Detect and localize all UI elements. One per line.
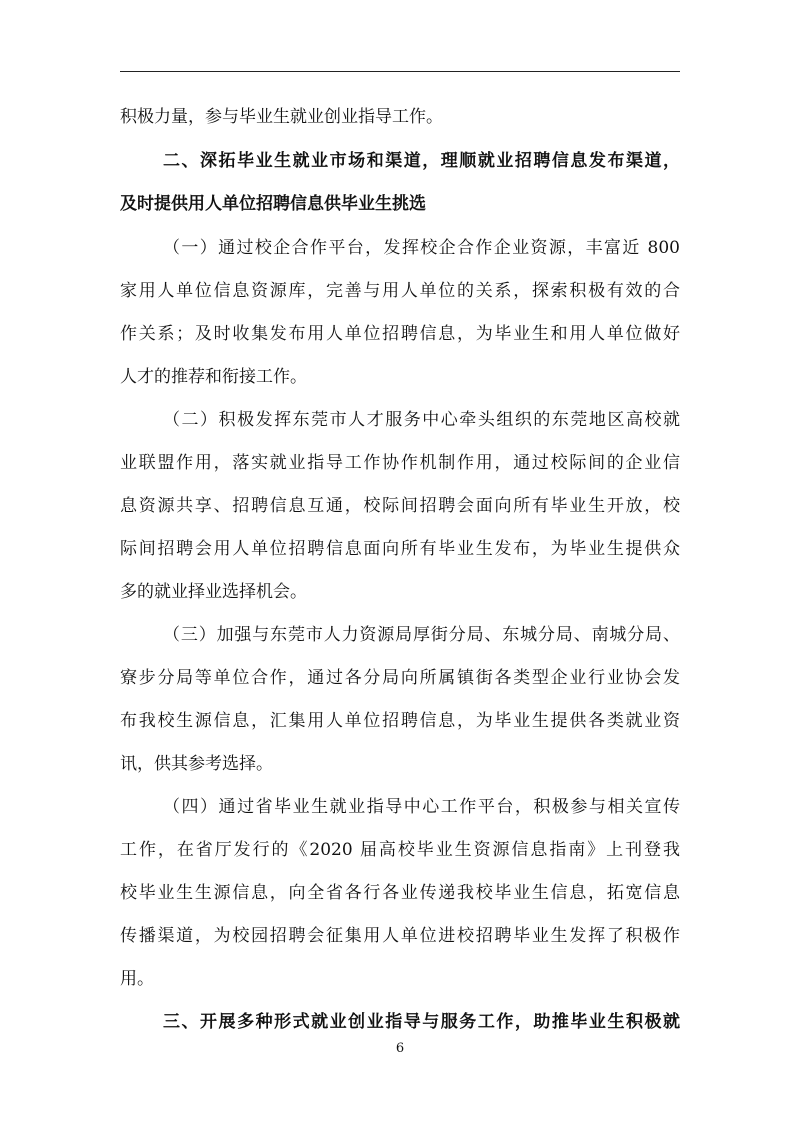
paragraph-1-line-4: 人才的推荐和衔接工作。	[120, 367, 307, 387]
paragraph-1-line-1: （一）通过校企合作平台，发挥校企合作企业资源，丰富近 800	[163, 238, 680, 258]
paragraph-3-line-3: 布我校生源信息，汇集用人单位招聘信息，为毕业生提供各类就业资	[120, 711, 680, 731]
paragraph-4-line-1: （四）通过省毕业生就业指导中心工作平台，积极参与相关宣传	[163, 797, 680, 817]
paragraph-2-line-4: 际间招聘会用人单位招聘信息面向所有毕业生发布，为毕业生提供众	[120, 539, 680, 559]
paragraph-2-line-2: 业联盟作用，落实就业指导工作协作机制作用，通过校际间的企业信	[120, 453, 680, 473]
paragraph-4-line-5: 用。	[120, 969, 154, 989]
paragraph-3-line-4: 讯，供其参考选择。	[120, 754, 273, 774]
paragraph-3-line-1: （三）加强与东莞市人力资源局厚街分局、东城分局、南城分局、	[163, 625, 680, 645]
paragraph-4-line-4: 传播渠道，为校园招聘会征集用人单位进校招聘毕业生发挥了积极作	[120, 926, 680, 946]
section-heading-2-line-2: 及时提供用人单位招聘信息供毕业生挑选	[120, 194, 426, 214]
header-rule	[120, 71, 680, 72]
page-number: 6	[395, 1041, 405, 1056]
paragraph-2-line-5: 多的就业择业选择机会。	[120, 582, 307, 602]
body-line-continuation: 积极力量，参与毕业生就业创业指导工作。	[120, 107, 443, 127]
paragraph-4-line-3: 校毕业生生源信息，向全省各行各业传递我校毕业生信息，拓宽信息	[120, 883, 680, 903]
paragraph-2-line-1: （二）积极发挥东莞市人才服务中心牵头组织的东莞地区高校就	[163, 410, 680, 430]
paragraph-2-line-3: 息资源共享、招聘信息互通，校际间招聘会面向所有毕业生开放，校	[120, 496, 680, 516]
section-heading-3-line-1: 三、开展多种形式就业创业指导与服务工作，助推毕业生积极就	[163, 1012, 680, 1032]
paragraph-1-line-2: 家用人单位信息资源库，完善与用人单位的关系，探索积极有效的合	[120, 281, 680, 301]
paragraph-3-line-2: 寮步分局等单位合作，通过各分局向所属镇街各类型企业行业协会发	[120, 668, 680, 688]
paragraph-4-line-2: 工作，在省厅发行的《2020 届高校毕业生资源信息指南》上刊登我	[120, 840, 680, 860]
section-heading-2-line-1: 二、深拓毕业生就业市场和渠道，理顺就业招聘信息发布渠道，	[163, 151, 680, 171]
paragraph-1-line-3: 作关系；及时收集发布用人单位招聘信息，为毕业生和用人单位做好	[120, 324, 680, 344]
